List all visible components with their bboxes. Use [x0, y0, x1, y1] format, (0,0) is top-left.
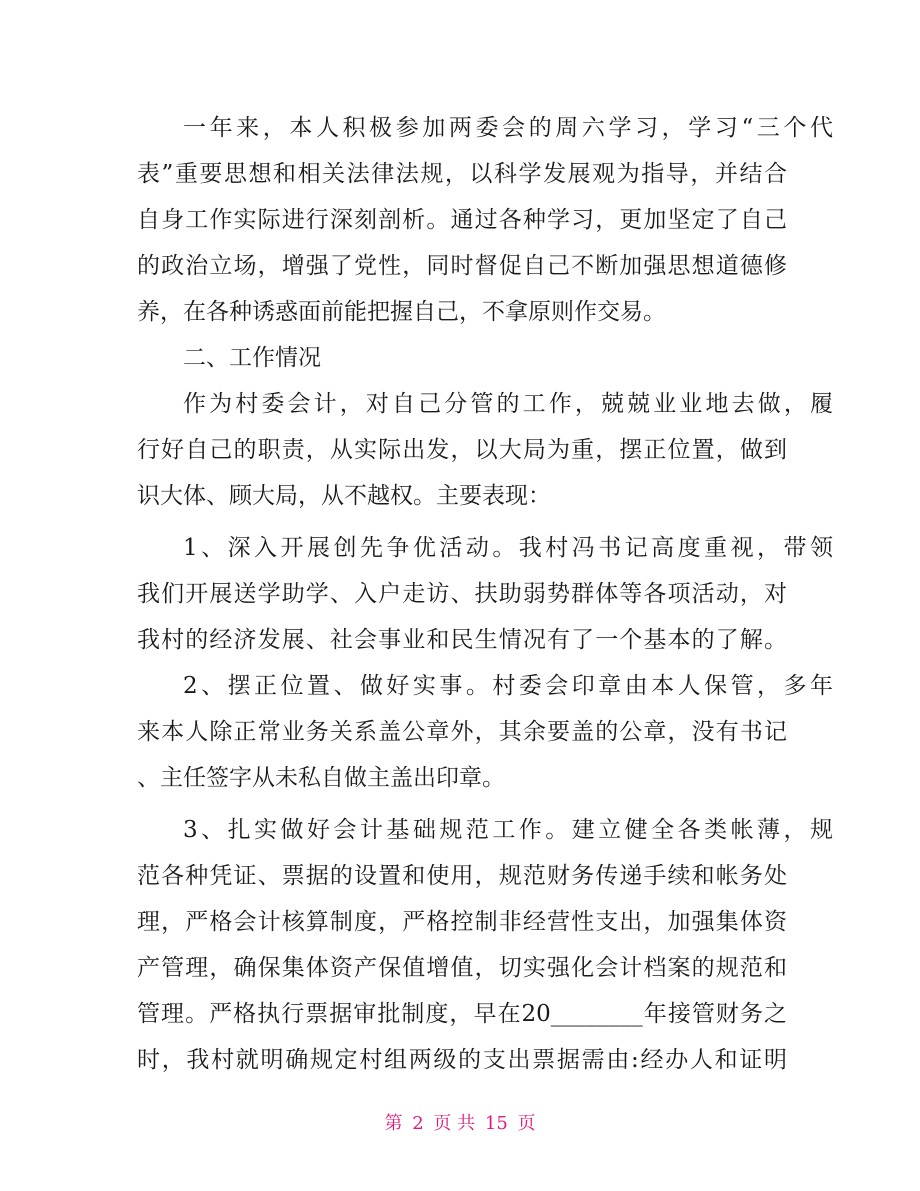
paragraph-line: 行好自己的职责，从实际出发，以大局为重，摆正位置，做到 [137, 437, 787, 463]
page-footer [0, 1112, 920, 1136]
paragraph-line: 2、摆正位置、做好实事。村委会印章由本人保管，多年 [183, 673, 833, 699]
total-pages-number: 15 [484, 1113, 508, 1134]
footer-middle: 页 共 [433, 1113, 476, 1134]
paragraph-line: 自身工作实际进行深刻剖析。通过各种学习，更加坚定了自己 [137, 207, 787, 233]
paragraph-line: 一年来，本人积极参加两委会的周六学习，学习“三个代 [183, 115, 833, 141]
paragraph-line: 识大体、顾大局，从不越权。主要表现： [137, 483, 551, 509]
footer-suffix: 页 [517, 1113, 536, 1134]
paragraph-line: 作为村委会计，对自己分管的工作，兢兢业业地去做，履 [183, 391, 833, 417]
paragraph-line: 管理。严格执行票据审批制度，早在20________年接管财务之 [137, 1001, 787, 1027]
paragraph-line: 我村的经济发展、社会事业和民生情况有了一个基本的了解。 [137, 627, 787, 653]
paragraph-line: 3、扎实做好会计基础规范工作。建立健全各类帐薄，规 [183, 817, 833, 843]
paragraph-line: 理，严格会计核算制度，严格控制非经营性支出，加强集体资 [137, 909, 787, 935]
paragraph-line: 产管理，确保集体资产保值增值，切实强化会计档案的规范和 [137, 955, 787, 981]
paragraph-line: 、主任签字从未私自做主盖出印章。 [137, 765, 505, 791]
paragraph-line: 来本人除正常业务关系盖公章外，其余要盖的公章，没有书记 [137, 719, 787, 745]
footer-prefix: 第 [384, 1113, 403, 1134]
paragraph-line: 1、深入开展创先争优活动。我村冯书记高度重视，带领 [183, 535, 833, 561]
paragraph-line: 表”重要思想和相关法律法规，以科学发展观为指导，并结合 [137, 161, 787, 187]
paragraph-line: 时，我村就明确规定村组两级的支出票据需由:经办人和证明 [137, 1047, 787, 1073]
section-heading: 二、工作情况 [183, 345, 321, 371]
paragraph-line: 我们开展送学助学、入户走访、扶助弱势群体等各项活动，对 [137, 581, 787, 607]
paragraph-line: 的政治立场，增强了党性，同时督促自己不断加强思想道德修 [137, 253, 787, 279]
current-page-number: 2 [412, 1113, 424, 1134]
paragraph-line: 养，在各种诱惑面前能把握自己，不拿原则作交易。 [137, 299, 666, 325]
paragraph-line: 范各种凭证、票据的设置和使用，规范财务传递手续和帐务处 [137, 863, 787, 889]
